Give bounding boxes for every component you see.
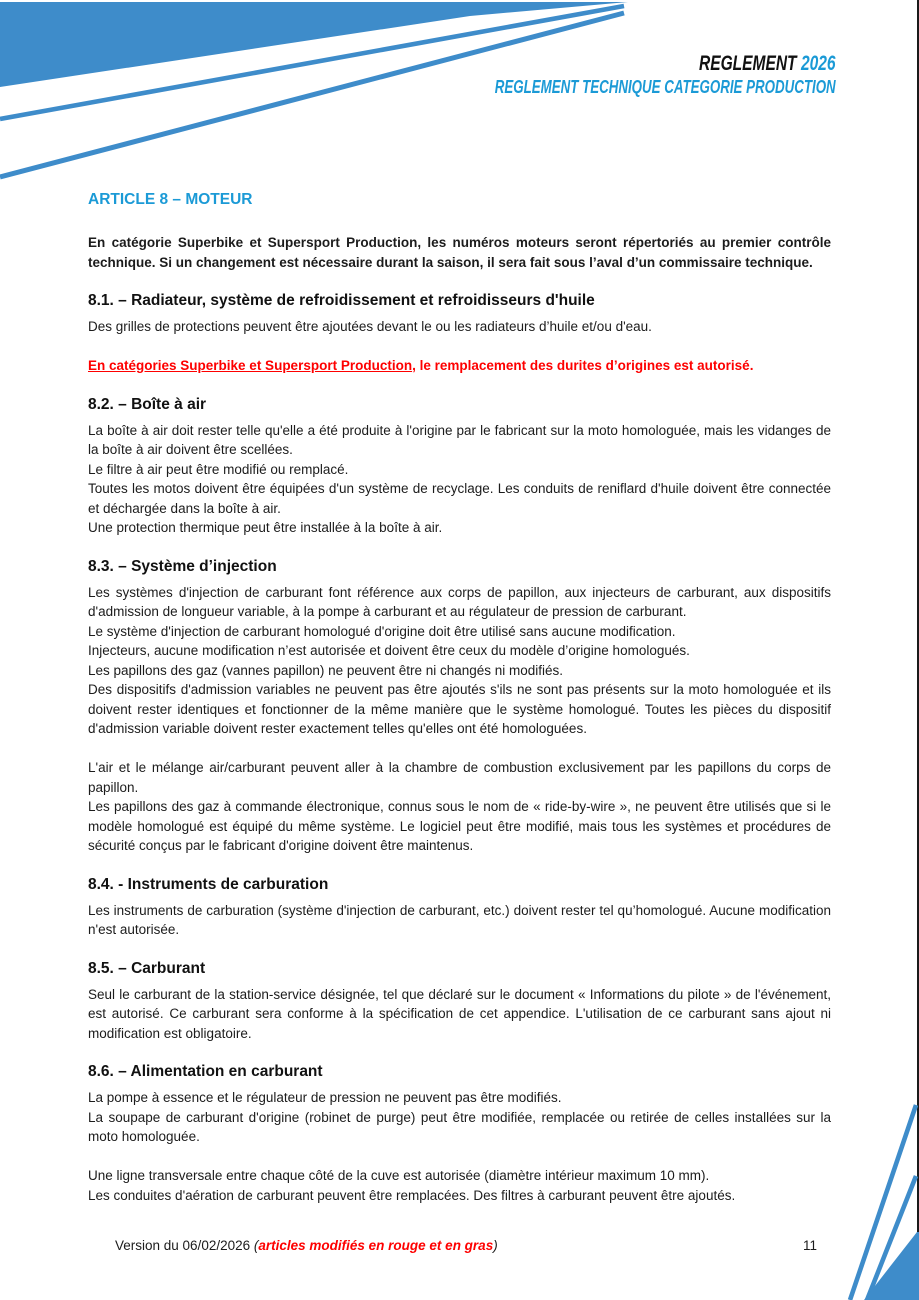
paragraph: La boîte à air doit rester telle qu'elle a été produite à l'origine par le fabricant sur la moto homologuée, mais les vidanges de la boîte à air doivent être scellées. bbox=[88, 422, 831, 457]
paragraph: Des dispositifs d'admission variables ne peuvent pas être ajoutés s'ils ne sont pas présents sur la moto homologuée et ils doivent rester identiques et fonctionner de la même manière que le système homologué. Toutes les pièces du dispositif d'admission variable doivent rester exactement telles qu'elles ont été homologuées. bbox=[88, 682, 831, 736]
paragraph: Les papillons des gaz à commande électronique, connus sous le nom de « ride-by-wire », ne peuvent être utilisés que si le modèle homologué est équipé du même système. Le logiciel peut être modifié, mais tous les systèmes et procédures de sécurité conçus par le fabricant d'origine doivent être maintenus. bbox=[88, 799, 831, 853]
paragraph bbox=[88, 356, 831, 376]
section-8-1 bbox=[88, 291, 831, 376]
paragraph: Une protection thermique peut être installée à la boîte à air. bbox=[88, 520, 443, 535]
document-content bbox=[88, 0, 831, 1205]
page-footer bbox=[88, 1237, 830, 1254]
paragraph: Toutes les motos doivent être équipées d'un système de recyclage. Les conduits de reniflard d'huile doivent être connectée et déchargée dans la boîte à air. bbox=[88, 481, 831, 516]
footer-version-text: Version du 06/02/2026 bbox=[115, 1238, 254, 1253]
page-number: 11 bbox=[802, 1238, 817, 1253]
text-run: , le remplacement des durites d’origines est autorisé. bbox=[412, 358, 754, 373]
section-heading: 8.2. – Boîte à air bbox=[88, 395, 207, 413]
section-heading: 8.3. – Système d’injection bbox=[88, 557, 277, 575]
paragraph: Injecteurs, aucune modification n’est autorisée et doivent être ceux du modèle d’origine homologués. bbox=[88, 643, 690, 658]
paragraph: Seul le carburant de la station-service désignée, tel que déclaré sur le document « Informations du pilote » de l'événement, est autorisé. Ce carburant sera conforme à la spécification de cet appendice. L'utilisation de ce carburant sans ajout ni modification est obligatoire. bbox=[88, 986, 831, 1041]
section-8-4 bbox=[88, 875, 831, 940]
paragraph: Des grilles de protections peuvent être ajoutées devant le ou les radiateurs d’huile et/ou d'eau. bbox=[88, 319, 652, 334]
paragraph: Une ligne transversale entre chaque côté de la cuve est autorisée (diamètre intérieur maximum 10 mm). bbox=[88, 1168, 710, 1183]
paragraph: L'air et le mélange air/carburant peuvent aller à la chambre de combustion exclusivement par les papillons du corps de papillon. bbox=[88, 760, 831, 795]
article-intro: En catégorie Superbike et Supersport Production, les numéros moteurs seront répertoriés au premier contrôle technique. Si un changement est nécessaire durant la saison, il sera fait sous l’aval d’un commissaire technique. bbox=[88, 235, 831, 270]
paragraph: Le système d'injection de carburant homologué d'origine doit être utilisé sans aucune modification. bbox=[88, 623, 676, 639]
paragraph: Le filtre à air peut être modifié ou remplacé. bbox=[88, 461, 349, 477]
footer-paren-close: ) bbox=[493, 1238, 498, 1253]
paragraph: Les instruments de carburation (système d'injection de carburant, etc.) doivent rester tel qu’homologué. Aucune modification n'est autorisée. bbox=[88, 902, 831, 937]
paragraph: Les conduites d'aération de carburant peuvent être remplacées. Des filtres à carburant peuvent être ajoutés. bbox=[88, 1187, 736, 1203]
paragraph: La soupape de carburant d'origine (robinet de purge) peut être modifiée, remplacée ou retirée de celles installées sur la moto homologuée. bbox=[88, 1109, 831, 1144]
section-8-3 bbox=[88, 557, 831, 856]
section-8-2 bbox=[88, 395, 831, 538]
paragraph: Les systèmes d'injection de carburant font référence aux corps de papillon, aux injecteurs de carburant, aux dispositifs d'admission de longueur variable, à la pompe à carburant et au régulateur de pression de carburant. bbox=[88, 584, 831, 619]
article-title: ARTICLE 8 – MOTEUR bbox=[88, 191, 253, 208]
sections-container bbox=[88, 291, 831, 1205]
section-8-6 bbox=[88, 1062, 831, 1205]
section-heading: 8.4. - Instruments de carburation bbox=[88, 875, 329, 893]
paragraph: La pompe à essence et le régulateur de pression ne peuvent pas être modifiés. bbox=[88, 1090, 562, 1105]
footer-paren-open: ( bbox=[253, 1238, 259, 1253]
underlined-text: En catégories Superbike et Supersport Production bbox=[88, 358, 413, 373]
section-8-5 bbox=[88, 959, 831, 1044]
logo-title-word: REGLEMENT bbox=[699, 52, 797, 75]
logo-subtitle: REGLEMENT TECHNIQUE CATEGORIE PRODUCTION bbox=[495, 77, 836, 98]
footer-version bbox=[88, 1237, 498, 1254]
section-heading: 8.6. – Alimentation en carburant bbox=[88, 1063, 323, 1080]
section-heading: 8.1. – Radiateur, système de refroidissement et refroidisseurs d'huile bbox=[88, 292, 595, 309]
logo-title-year: 2026 bbox=[801, 52, 836, 75]
paragraph: Les papillons des gaz (vannes papillon) ne peuvent être ni changés ni modifiés. bbox=[88, 662, 564, 678]
footer-modified-note: articles modifiés en rouge et en gras bbox=[258, 1238, 494, 1253]
section-heading: 8.5. – Carburant bbox=[88, 959, 206, 977]
